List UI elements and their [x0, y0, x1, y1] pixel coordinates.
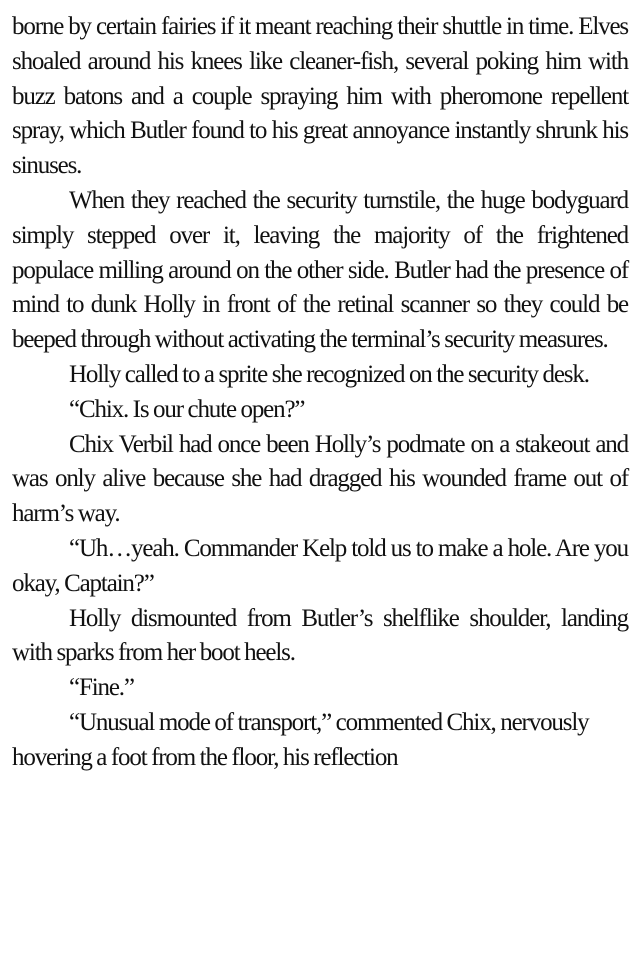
- dialogue-fine: “Fine.”: [69, 674, 134, 702]
- paragraph-turnstile: When they reached the security turnstile, the huge bodyguard simply stepped over it, leaving the majority of the frightened populace milling around on the other side. Butler had the presence of mind to dunk Holly in front of the retinal scanner so they could be beeped through without activating the terminal’s security measures.: [12, 186, 628, 354]
- paragraph-holly-dismounted: Holly dismounted from Butler’s shelflike shoulder, landing with sparks from her boot heels.: [12, 604, 628, 667]
- dialogue-make-a-hole: “Uh…yeah. Commander Kelp told us to make a hole. Are you okay, Captain?”: [12, 534, 628, 597]
- paragraph-holly-called: Holly called to a sprite she recognized on the security desk.: [69, 360, 589, 388]
- paragraph-continued: borne by certain fairies if it meant reaching their shuttle in time. Elves shoaled around his knees like cleaner-fish, several poking him with buzz batons and a couple spraying him with pheromone repellent spray, which Butler found to his great annoyance instantly shrunk his sinuses.: [12, 13, 628, 180]
- dialogue-chute-open: “Chix. Is our chute open?”: [69, 395, 305, 423]
- book-page: [12, 10, 628, 776]
- paragraph-chix-verbil: Chix Verbil had once been Holly’s podmate on a stakeout and was only alive because she had dragged his wounded frame out of harm’s way.: [12, 430, 628, 528]
- paragraph-unusual-transport: “Unusual mode of transport,” commented Chix, nervously hovering a foot from the floor, his reflection: [12, 708, 589, 771]
